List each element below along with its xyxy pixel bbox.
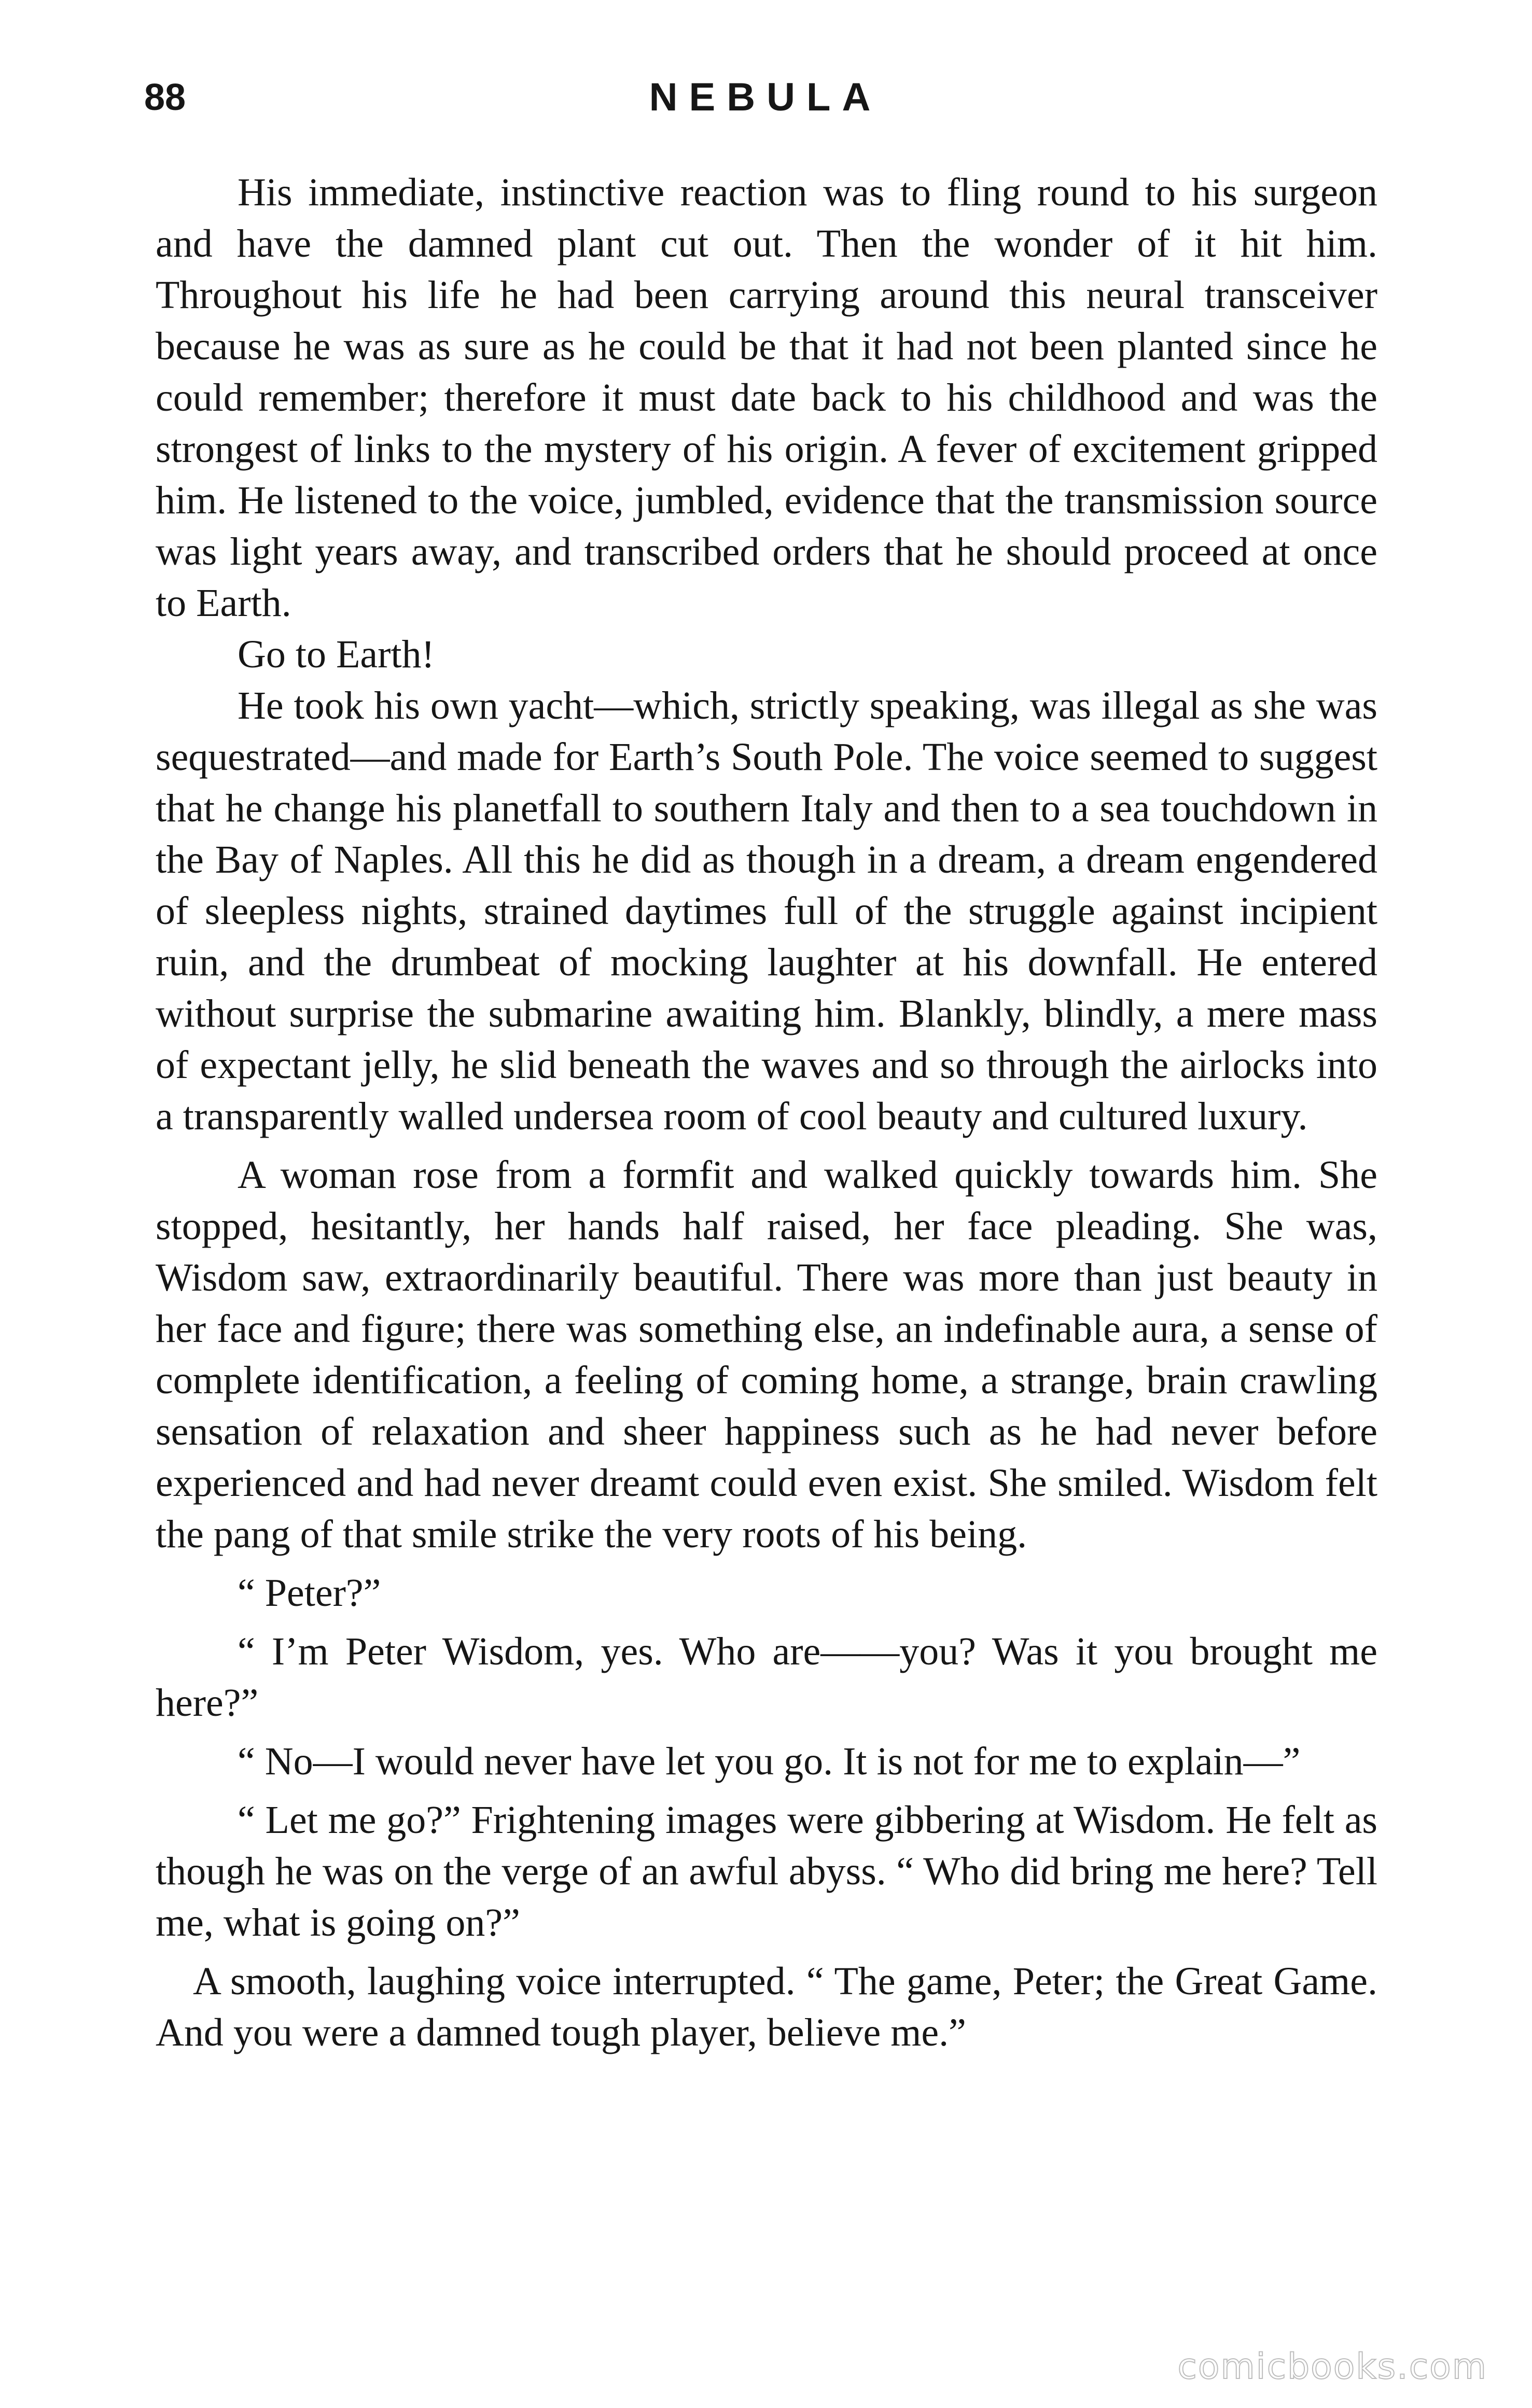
watermark: comicbooks.com — [1177, 2346, 1487, 2387]
dialogue-2: “ I’m Peter Wisdom, yes. Who are——you? Was it you brought me here?” — [156, 1630, 1377, 1725]
body-text — [156, 167, 1377, 2059]
paragraph-final: A smooth, laughing voice interrupted. “ The game, Peter; the Great Game. And you were a damned tough player, believe me.” — [156, 1959, 1377, 2054]
paragraph-3: He took his own yacht—which, strictly speaking, was illegal as she was sequestrated—and made for Earth’s South Pole. The voice seemed to suggest that he change his planetfall to southern Italy and then to a sea touchdown in the Bay of Naples. All this he did as though in a dream, a dream engendered of sleepless nights, strained daytimes full of the struggle against incipient ruin, and the drumbeat of mocking laughter at his downfall. He entered without surprise the submarine awaiting him. Blankly, blindly, a mere mass of expectant jelly, he slid beneath the waves and so through the airlocks into a transparently walled undersea room of cool beauty and cultured luxury. — [156, 684, 1377, 1138]
paragraph-2: Go to Earth! — [238, 633, 435, 676]
dialogue-3: “ No—I would never have let you go. It is not for me to explain—” — [238, 1740, 1301, 1783]
page-header — [144, 72, 1387, 123]
paragraph-4: A woman rose from a formfit and walked quickly towards him. She stopped, hesitantly, her hands half raised, her face pleading. She was, Wisdom saw, extraordinarily beautiful. There was more than just beauty in her face and figure; there was something else, an indefinable aura, a sense of complete identification, a feeling of coming home, a strange, brain crawling sensation of relaxation and sheer happiness such as he had never before experienced and had never dreamt could even exist. She smiled. Wisdom felt the pang of that smile strike the very roots of his being. — [156, 1153, 1377, 1556]
dialogue-4: “ Let me go?” Frightening images were gibbering at Wisdom. He felt as though he was on the verge of an awful abyss. “ Who did bring me here? Tell me, what is going on?” — [156, 1798, 1377, 1944]
paragraph-1: His immediate, instinctive reaction was to fling round to his surgeon and have the damned plant cut out. Then the wonder of it hit him. Throughout his life he had been carrying around this neural transceiver because he was as sure as he could be that it had not been planted since he could remember; therefore it must date back to his childhood and was the strongest of links to the mystery of his origin. A fever of excitement gripped him. He listened to the voice, jumbled, evidence that the transmission source was light years away, and transcribed orders that he should proceed at once to Earth. — [156, 171, 1377, 625]
dialogue-1: “ Peter?” — [238, 1571, 381, 1615]
page-number: 88 — [144, 77, 186, 118]
running-title: NEBULA — [649, 75, 882, 119]
